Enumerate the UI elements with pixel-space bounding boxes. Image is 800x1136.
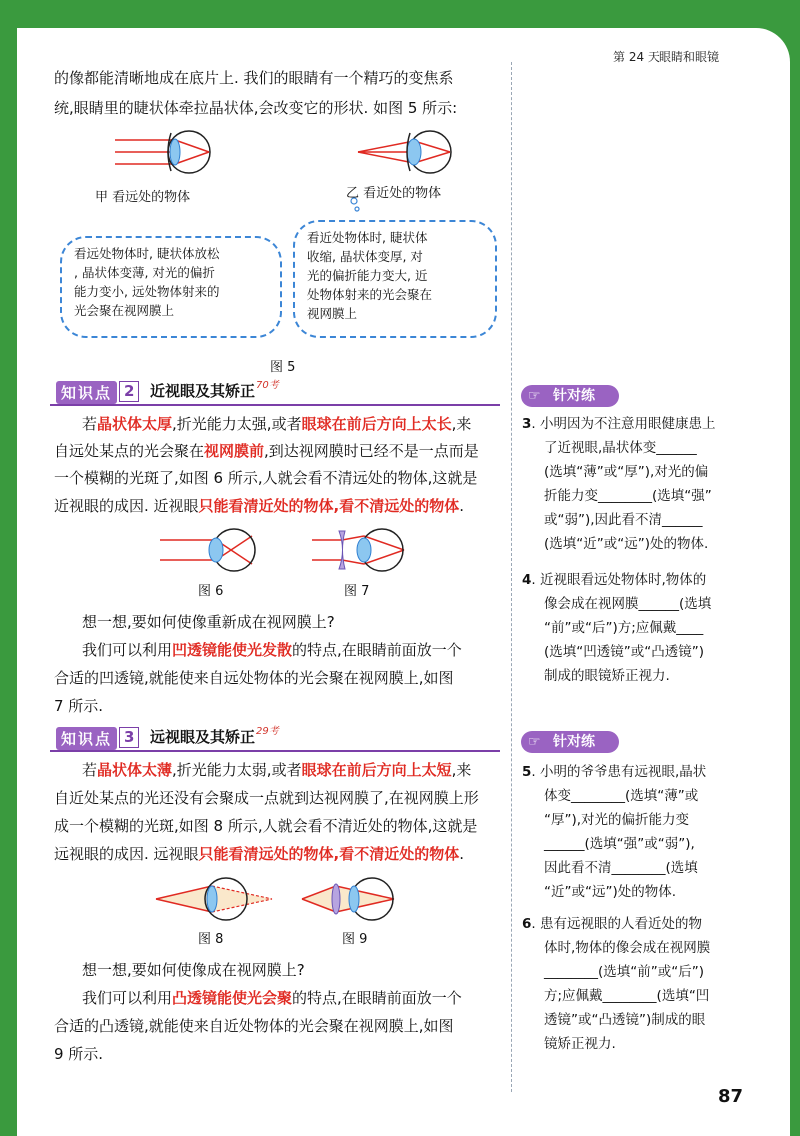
s3-para-line-1: 若晶状体太薄,折光能力太弱,或者眼球在前后方向上太短,来: [82, 761, 472, 779]
section-3-title: 远视眼及其矫正: [150, 728, 256, 746]
header-title: 眼睛和眼镜: [659, 50, 720, 64]
column-divider: [511, 62, 512, 1092]
pointing-hand-icon: ☞: [528, 388, 541, 404]
s3-answer-line-2: 合适的凸透镜,就能使来自近处物体的光会聚在视网膜上,如图: [54, 1017, 454, 1035]
s2-answer-line-2: 合适的凹透镜,就能使来自远处物体的光会聚在视网膜上,如图: [54, 669, 454, 687]
s2-para-line-3: 一个模糊的光斑了,如图 6 所示,人就会看不清远处的物体,这就是: [54, 469, 478, 487]
exam-count: 70考: [256, 380, 279, 391]
thought-dots: [348, 196, 368, 216]
s2-para-line-2: 自远处某点的光会聚在视网膜前,到达视网膜时已经不是一点而是: [54, 442, 479, 460]
s2-para-line-1: 若晶状体太厚,折光能力太强,或者眼球在前后方向上太长,来: [82, 415, 472, 433]
s3-answer-line-3: 9 所示.: [54, 1045, 104, 1063]
eye-diagram-near: [358, 125, 468, 180]
fig5-label: 图 5: [270, 360, 296, 375]
fig5-right-bubble: 看近处物体时, 睫状体 收缩, 晶状体变厚, 对 光的偏折能力变大, 近 处物体射来的光会聚在 视网膜上: [293, 220, 497, 338]
fig6-label: 图 6: [198, 584, 224, 599]
s3-para-line-4: 远视眼的成因. 远视眼只能看清远处的物体,看不清近处的物体.: [54, 845, 465, 863]
eye-diagram-hyperopia-corrected: [302, 876, 402, 922]
knowledge-point-tag: 知识点: [56, 381, 117, 404]
eye-diagram-hyperopia: [156, 876, 276, 922]
s2-para-line-4: 近视眼的成因. 近视眼只能看清近处的物体,看不清远处的物体.: [54, 497, 465, 515]
s2-think: 想一想,要如何使像重新成在视网膜上?: [82, 613, 335, 631]
eye-diagram-myopia-corrected: [312, 527, 417, 573]
practice-badge-2: ☞ 针对练: [521, 731, 619, 753]
section-2-heading: [50, 380, 500, 406]
fig5-left-caption: 甲 看远处的物体: [95, 190, 191, 205]
practice-badge-1: ☞ 针对练: [521, 385, 619, 407]
eye-diagram-far: [115, 125, 225, 180]
intro-line-2: 统,眼睛里的睫状体牵拉晶状体,会改变它的形状. 如图 5 所示:: [54, 99, 458, 117]
s2-answer-line-3: 7 所示.: [54, 697, 104, 715]
exam-count: 29考: [256, 726, 279, 737]
section-3-heading: [50, 726, 500, 752]
s3-answer-line-1: 我们可以利用凸透镜能使光会聚的特点,在眼睛前面放一个: [82, 989, 462, 1007]
question-5: 5. 小明的爷爷患有远视眼,晶状 体变________(选填“薄”或 “厚”),对光的偏折能力变 ______(选填“强”或“弱”), 因此看不清________(选填 “近”或“远”)处的物体.: [522, 764, 707, 900]
knowledge-point-number: 3: [119, 727, 139, 748]
question-4: 4. 近视眼看远处物体时,物体的 像会成在视网膜______(选填 “前”或“后”)方;应佩戴____ (选填“凹透镜”或“凸透镜”) 制成的眼镜矫正视力.: [522, 572, 712, 684]
question-3: 3. 小明因为不注意用眼健康患上 了近视眼,晶状体变______ (选填“薄”或“厚”),对光的偏 折能力变________(选填“强” 或“弱”),因此看不清______ (选填“近”或“远”)处的物体.: [522, 416, 716, 552]
s3-para-line-3: 成一个模糊的光斑,如图 8 所示,人就会看不清近处的物体,这就是: [54, 817, 478, 835]
pointing-hand-icon: ☞: [528, 734, 541, 750]
fig5-left-bubble: 看远处物体时, 睫状体放松 , 晶状体变薄, 对光的偏折 能力变小, 远处物体射来的 光会聚在视网膜上: [60, 236, 282, 338]
page-number: 87: [718, 1086, 744, 1107]
eye-diagram-myopia: [160, 527, 265, 573]
section-2-title: 近视眼及其矫正: [150, 382, 256, 400]
fig7-label: 图 7: [344, 584, 370, 599]
fig8-label: 图 8: [198, 932, 224, 947]
s2-answer-line-1: 我们可以利用凹透镜能使光发散的特点,在眼睛前面放一个: [82, 641, 462, 659]
header-day: 第 24 天: [613, 50, 660, 64]
s3-para-line-2: 自近处某点的光还没有会聚成一点就到达视网膜了,在视网膜上形: [54, 789, 479, 807]
question-6: 6. 患有远视眼的人看近处的物 体时,物体的像会成在视网膜 ________(选填“前”或“后”) 方;应佩戴________(选填“凹 透镜”或“凸透镜”)制成的眼 镜矫正视力.: [522, 916, 711, 1052]
knowledge-point-number: 2: [119, 381, 139, 402]
s3-think: 想一想,要如何使像成在视网膜上?: [82, 961, 305, 979]
knowledge-point-tag: 知识点: [56, 727, 117, 750]
fig9-label: 图 9: [342, 932, 368, 947]
intro-line-1: 的像都能清晰地成在底片上. 我们的眼睛有一个精巧的变焦系: [54, 69, 454, 87]
fig5-right-caption: 乙 看近处的物体: [346, 186, 442, 201]
